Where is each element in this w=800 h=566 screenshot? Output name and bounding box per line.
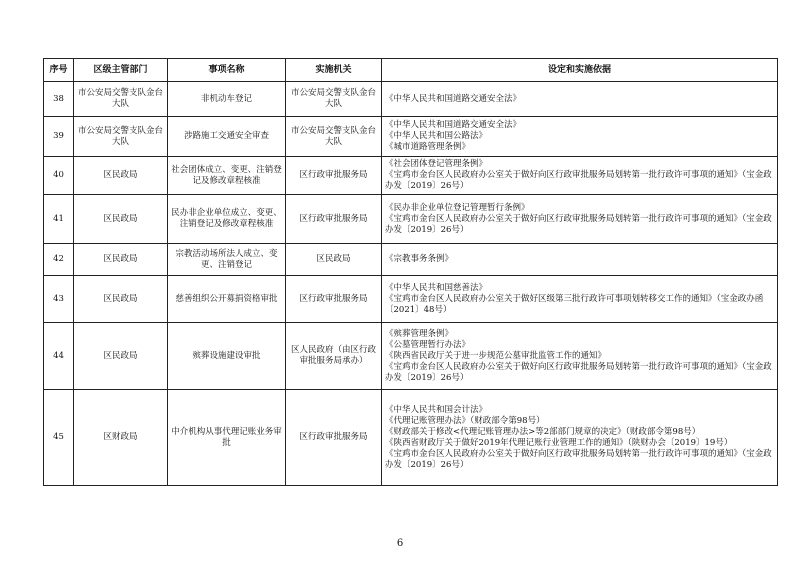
basis-line: 《宝鸡市金台区人民政府办公室关于做好向区行政审批服务局划转第一批行政许可事项的通知》（宝金政办发〔2019〕26号） <box>385 448 772 470</box>
row-department: 区民政局 <box>74 276 168 323</box>
items-table <box>43 58 778 486</box>
row-agency: 区行政审批服务局 <box>286 157 382 195</box>
row-basis <box>382 117 778 157</box>
basis-line: 《社会团体登记管理条例》 <box>385 159 488 169</box>
row-number: 44 <box>44 323 74 390</box>
row-agency: 市公安局交警支队金台大队 <box>286 82 382 117</box>
row-number: 39 <box>44 117 74 157</box>
row-item-name: 民办非企业单位成立、变更、注销登记及修改章程核准 <box>168 195 286 244</box>
basis-line: 《公墓管理暂行办法》 <box>385 339 471 350</box>
header-seq: 序号 <box>44 59 74 82</box>
table-header-row <box>44 59 778 82</box>
table-row <box>44 276 778 323</box>
row-department: 市公安局交警支队金台大队 <box>74 117 168 157</box>
row-agency: 区民政局 <box>286 244 382 276</box>
row-department: 区民政局 <box>74 244 168 276</box>
row-department: 区财政局 <box>74 390 168 486</box>
basis-line: 《民办非企业单位登记管理暂行条例》 <box>385 202 530 213</box>
row-department: 市公安局交警支队金台大队 <box>74 82 168 117</box>
row-department: 区民政局 <box>74 195 168 244</box>
row-basis <box>382 157 778 195</box>
row-number: 45 <box>44 390 74 486</box>
table-row <box>44 82 778 117</box>
basis-line: 《陕西省民政厅关于进一步规范公墓审批监管工作的通知》 <box>385 350 607 361</box>
table-row <box>44 323 778 390</box>
basis-line: 《中华人民共和国慈善法》 <box>385 282 488 293</box>
row-basis <box>382 244 778 276</box>
row-agency: 区行政审批服务局 <box>286 195 382 244</box>
table-row <box>44 195 778 244</box>
basis-line: 《中华人民共和国公路法》 <box>385 131 488 141</box>
row-number: 40 <box>44 157 74 195</box>
basis-line: 《陕西省财政厅关于做好2019年代理记账行业管理工作的通知》（陕财办会〔2019〕19号） <box>385 437 733 448</box>
basis-line: 《殡葬管理条例》 <box>385 328 454 339</box>
row-number: 43 <box>44 276 74 323</box>
header-basis: 设定和实施依据 <box>382 59 778 82</box>
row-number: 41 <box>44 195 74 244</box>
basis-line: 《财政部关于修改<代理记账管理办法>等2部部门规章的决定》（财政部令第98号） <box>385 426 701 437</box>
table-row <box>44 117 778 157</box>
row-agency: 区人民政府（由区行政审批服务局承办） <box>286 323 382 390</box>
table-row <box>44 157 778 195</box>
basis-line: 《宝鸡市金台区人民政府办公室关于做好向区行政审批服务局划转第一批行政许可事项的通知》（宝金政办发〔2019〕26号） <box>385 170 772 191</box>
basis-line: 《代理记账管理办法》（财政部令第98号） <box>385 415 545 426</box>
header-agency: 实施机关 <box>286 59 382 82</box>
table-row <box>44 244 778 276</box>
row-item-name: 殡葬设施建设审批 <box>168 323 286 390</box>
row-basis <box>382 82 778 117</box>
row-agency: 区行政审批服务局 <box>286 276 382 323</box>
row-basis <box>382 195 778 244</box>
row-number: 42 <box>44 244 74 276</box>
header-item-name: 事项名称 <box>168 59 286 82</box>
basis-line: 《宝鸡市金台区人民政府办公室关于做好区级第三批行政许可事项划转移交工作的通知》（宝金政办函〔2021〕48号） <box>385 293 764 315</box>
row-basis <box>382 276 778 323</box>
basis-line: 《宝鸡市金台区人民政府办公室关于做好向区行政审批服务局划转第一批行政许可事项的通知》（宝金政办发〔2019〕26号） <box>385 213 772 235</box>
row-agency: 市公安局交警支队金台大队 <box>286 117 382 157</box>
basis-line: 《宝鸡市金台区人民政府办公室关于做好向区行政审批服务局划转第一批行政许可事项的通知》（宝金政办发〔2019〕26号） <box>385 361 772 383</box>
basis-line: 《中华人民共和国道路交通安全法》 <box>385 120 522 130</box>
row-basis <box>382 390 778 486</box>
row-item-name: 非机动车登记 <box>168 82 286 117</box>
row-item-name: 社会团体成立、变更、注销登记及修改章程核准 <box>168 157 286 195</box>
table-body <box>44 82 778 486</box>
basis-line: 《中华人民共和国会计法》 <box>385 404 488 415</box>
row-department: 区民政局 <box>74 323 168 390</box>
row-agency: 区行政审批服务局 <box>286 390 382 486</box>
row-item-name: 宗教活动场所法人成立、变更、注销登记 <box>168 244 286 276</box>
row-item-name: 中介机构从事代理记账业务审批 <box>168 390 286 486</box>
basis-line: 《中华人民共和国道路交通安全法》 <box>385 93 522 104</box>
basis-line: 《城市道路管理条例》 <box>385 142 471 152</box>
row-item-name: 涉路施工交通安全审查 <box>168 117 286 157</box>
row-item-name: 慈善组织公开募捐资格审批 <box>168 276 286 323</box>
row-number: 38 <box>44 82 74 117</box>
header-dept: 区级主管部门 <box>74 59 168 82</box>
table-row <box>44 390 778 486</box>
page-number: 6 <box>396 538 404 549</box>
basis-line: 《宗教事务条例》 <box>385 254 454 264</box>
row-basis <box>382 323 778 390</box>
row-department: 区民政局 <box>74 157 168 195</box>
